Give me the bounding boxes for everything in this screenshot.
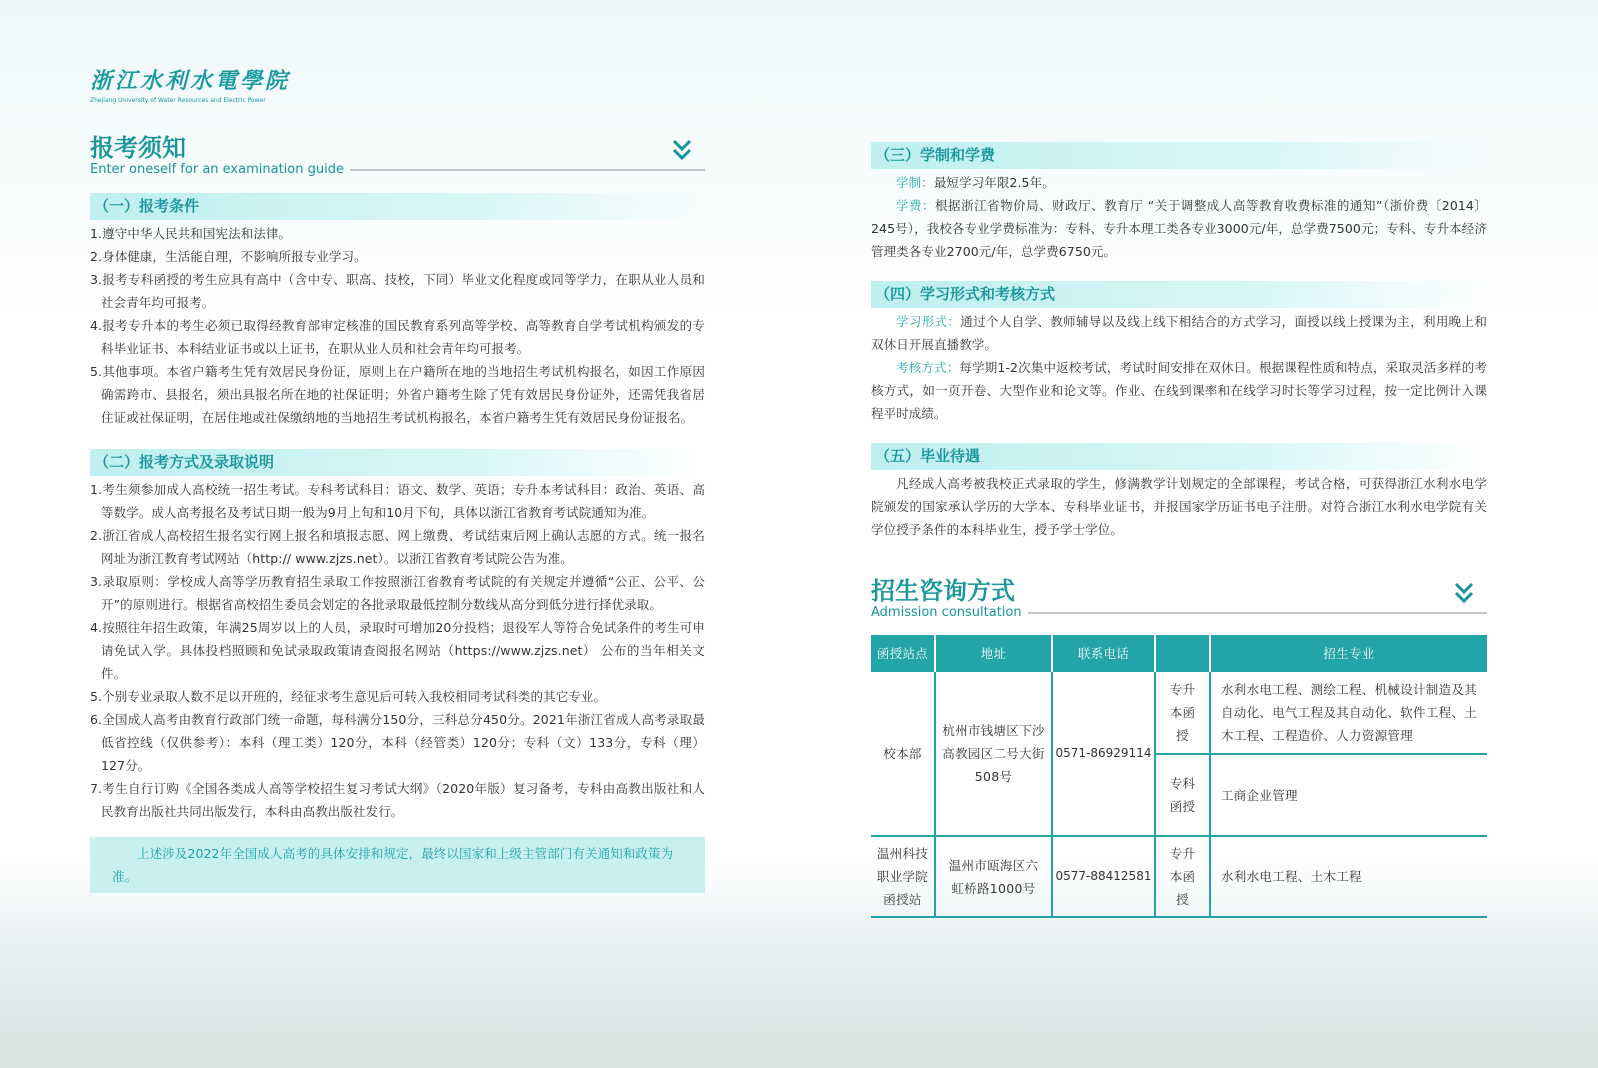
consult-title: 招生咨询方式 — [871, 577, 1015, 605]
divider — [1028, 612, 1487, 614]
section-study — [871, 281, 1487, 425]
guide-title: 报考须知 — [90, 134, 186, 162]
text: 通过个人自学、教师辅导以及线上线下相结合的方式学习，面授以线上授课为主，利用晚上和双休日开展直播教学。 — [871, 314, 1487, 352]
section-heading: （一）报考条件 — [90, 193, 705, 220]
phone: 0577-88412581 — [1052, 836, 1155, 917]
study-type: 专升本函授 — [1155, 672, 1210, 754]
site: 温州科技职业学院函授站 — [871, 836, 935, 917]
section-conditions — [90, 193, 705, 429]
list-item: 3.录取原则：学校成人高等学历教育招生录取工作按照浙江省教育考试院的有关规定并遵循“公正、公平、公开”的原则进行。根据省高校招生委员会划定的各批录取最低控制分数线从高分到低分进行择优录取。 — [90, 574, 705, 612]
divider — [350, 169, 705, 171]
col-header: 联系电话 — [1052, 635, 1155, 672]
label: 学习形式： — [896, 314, 961, 329]
list-item: 1.考生须参加成人高校统一招生考试。专科考试科目：语文、数学、英语；专升本考试科目：政治、英语、高等数学。成人高考报名及考试日期一般为9月上旬和10月下旬，具体以浙江省教育考试院通知为准。 — [90, 482, 705, 520]
label: 考核方式： — [896, 360, 960, 375]
table-row — [871, 672, 1487, 754]
right-column — [871, 142, 1487, 918]
list-item: 5.其他事项。本省户籍考生凭有效居民身份证，原则上在户籍所在地的当地招生考试机构报名，如因工作原因确需跨市、县报名，须出具报名所在地的社保证明；外省户籍考生除了凭有效居民身份证外，还需凭我省居住证或社保证明，在居住地或社保缴纳地的当地招生考试机构报名，本省户籍考生凭有效居民身份证报名。 — [90, 364, 705, 425]
col-header: 函授站点 — [871, 635, 935, 672]
guide-subtitle: Enter oneself for an examination guide — [90, 162, 344, 177]
table-header — [871, 635, 1487, 672]
label: 学制： — [896, 175, 934, 190]
text: 凡经成人高考被我校正式录取的学生，修满教学计划规定的全部课程，考试合格，可获得浙江水利水电学院颁发的国家承认学历的大学本、专科毕业证书，并报国家学历证书电子注册。对符合浙江水利水电学院有关学位授予条件的本科毕业生，授予学士学位。 — [871, 476, 1487, 537]
site: 校本部 — [883, 746, 922, 761]
text: 最短学习年限2.5年。 — [933, 175, 1055, 190]
text: 每学期1-2次集中返校考试，考试时间安排在双休日。根据课程性质和特点，采取灵活多样的考核方式，如一页开卷、大型作业和论文等。作业、在线到课率和在线学习时长等学习过程，按一定比例计入课程平时成绩。 — [871, 360, 1487, 421]
list-item: 2.身体健康，生活能自理，不影响所报专业学习。 — [90, 249, 367, 264]
col-header: 地址 — [935, 635, 1052, 672]
majors: 水利水电工程、土木工程 — [1210, 836, 1487, 917]
label: 学费： — [896, 198, 936, 213]
majors: 水利水电工程、测绘工程、机械设计制造及其自动化、电气工程及其自动化、软件工程、土木工程、工程造价、人力资源管理 — [1210, 672, 1487, 754]
section-fees — [871, 142, 1487, 263]
col-header: 招生专业 — [1210, 635, 1487, 672]
phone: 0571-86929114 — [1052, 672, 1155, 836]
guide-header — [90, 134, 705, 178]
study-type: 专科函授 — [1155, 754, 1210, 836]
list-item: 3.报考专科函授的考生应具有高中（含中专、职高、技校，下同）毕业文化程度或同等学力，在职从业人员和社会青年均可报考。 — [90, 272, 705, 310]
section-heading: （五）毕业待遇 — [871, 443, 1487, 470]
list-item: 1.遵守中华人民共和国宪法和法律。 — [90, 226, 292, 241]
study-type: 专升本函授 — [1155, 836, 1210, 917]
left-column — [90, 134, 705, 893]
notice-box: 上述涉及2022年全国成人高考的具体安排和规定，最终以国家和上级主管部门有关通知和政策为准。 — [90, 837, 705, 893]
col-header — [1155, 635, 1210, 672]
list-item: 6.全国成人高考由教育行政部门统一命题，每科满分150分，三科总分450分。2021年浙江省成人高考录取最低省控线（仅供参考）：本科（理工类）120分，本科（经管类）120分；专科（文）133分，专科（理）127分。 — [90, 712, 705, 773]
consult-header — [871, 577, 1487, 621]
list-item: 4.按照往年招生政策，年满25周岁以上的人员，录取时可增加20分投档；退役军人等符合免试条件的考生可申请免试入学。具体投档照顾和免试录取政策请查阅报名网站（https://www.zjzs.net） 公布的当年相关文件。 — [90, 620, 705, 681]
majors: 工商企业管理 — [1210, 754, 1487, 836]
text: 根据浙江省物价局、财政厅、教育厅 “关于调整成人高等教育收费标准的通知”（浙价费〔2014〕245号），我校各专业学费标准为：专科、专升本理工类各专业3000元/年，总学费7500元；专科、专升本经济管理类各专业2700元/年，总学费6750元。 — [871, 198, 1487, 259]
section-heading: （二）报考方式及录取说明 — [90, 449, 705, 476]
section-graduation — [871, 443, 1487, 541]
consult-subtitle: Admission consultation — [871, 605, 1022, 620]
school-logo-block — [90, 68, 290, 105]
address: 温州市瓯海区六虹桥路1000号 — [935, 836, 1052, 917]
list-item: 5.个别专业录取人数不足以开班的，经征求考生意见后可转入我校相同考试科类的其它专业。 — [90, 689, 607, 704]
table-row — [871, 836, 1487, 917]
section-heading: （四）学习形式和考核方式 — [871, 281, 1487, 308]
list-item: 2.浙江省成人高校招生报名实行网上报名和填报志愿、网上缴费、考试结束后网上确认志愿的方式。统一报名网址为浙江教育考试网站（http:// www.zjzs.net）。以浙江省教育考试院公告为准。 — [90, 528, 705, 566]
section-admission — [90, 449, 705, 823]
chevron-down-icon — [671, 138, 693, 162]
section-heading: （三）学制和学费 — [871, 142, 1487, 169]
school-logo: 浙江水利水電學院 — [90, 68, 291, 94]
school-logo-en: Zhejiang University of Water Resources and Electric Power — [90, 97, 266, 104]
list-item: 4.报考专升本的考生必须已取得经教育部审定核准的国民教育系列高等学校、高等教育自学考试机构颁发的专科毕业证书、本科结业证书或以上证书，在职从业人员和社会青年均可报考。 — [90, 318, 705, 356]
chevron-down-icon — [1453, 581, 1475, 605]
list-item: 7.考生自行订购《全国各类成人高等学校招生复习考试大纲》（2020年版）复习备考，专科由高教出版社和人民教育出版社共同出版发行，本科由高教出版社发行。 — [90, 781, 705, 819]
consult-table — [871, 635, 1487, 918]
address: 杭州市钱塘区下沙高教园区二号大街508号 — [935, 672, 1052, 836]
